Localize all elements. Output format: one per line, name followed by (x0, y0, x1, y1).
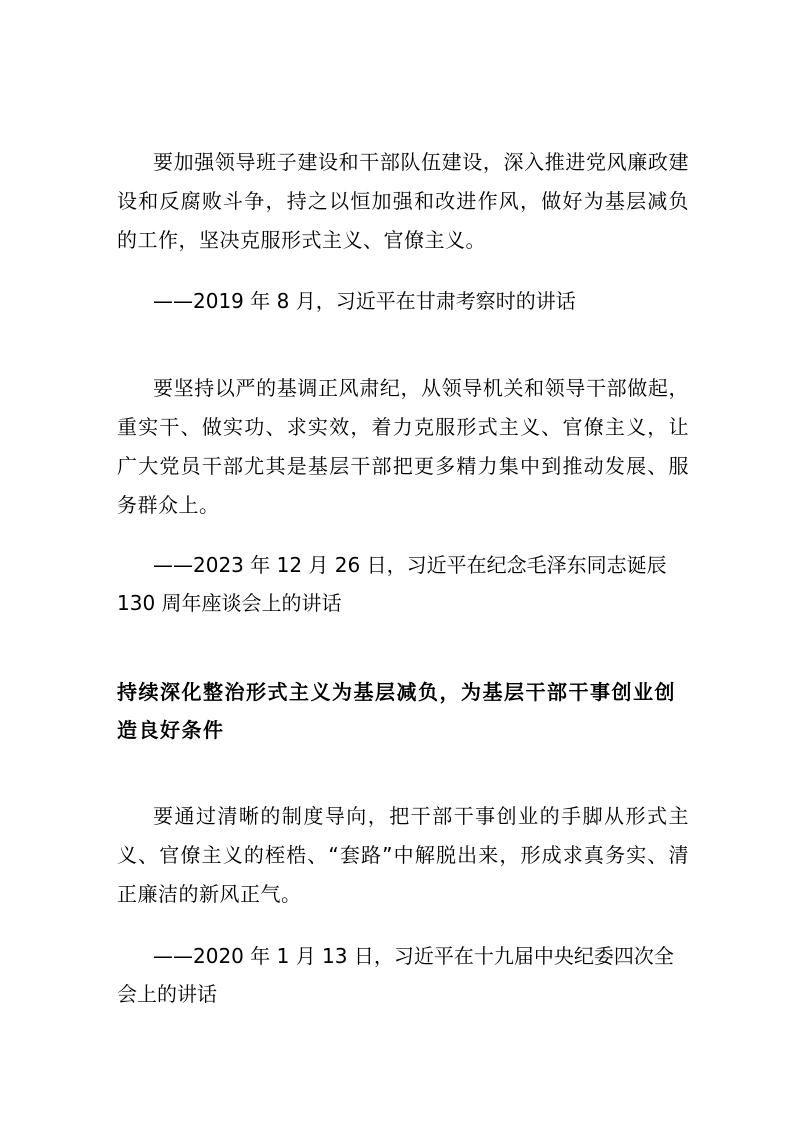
quote-paragraph-3: 要通过清晰的制度导向，把干部干事创业的手脚从形式主义、官僚主义的桎梏、“套路”中解脱出来，形成求真务实、清正廉洁的新风正气。 (117, 804, 689, 906)
quote-source-1: ——2019 年 8 月，习近平在甘肃考察时的讲话 (153, 289, 576, 313)
quote-source-3: ——2020 年 1 月 13 日，习近平在十九届中央纪委四次全会上的讲话 (117, 944, 674, 1006)
quote-source-2: ——2023 年 12 月 26 日，习近平在纪念毛泽东同志诞辰 130 周年座谈会上的讲话 (117, 553, 667, 615)
section-heading: 持续深化整治形式主义为基层减负，为基层干部干事创业创造良好条件 (117, 680, 676, 742)
quote-paragraph-2: 要坚持以严的基调正风肃纪，从领导机关和领导干部做起，重实干、做实功、求实效，着力克服形式主义、官僚主义，让广大党员干部尤其是基层干部把更多精力集中到推动发展、服务群众上。 (117, 376, 689, 517)
quote-paragraph-1: 要加强领导班子建设和干部队伍建设，深入推进党风廉政建设和反腐败斗争，持之以恒加强和改进作风，做好为基层减负的工作，坚决克服形式主义、官僚主义。 (117, 150, 689, 252)
